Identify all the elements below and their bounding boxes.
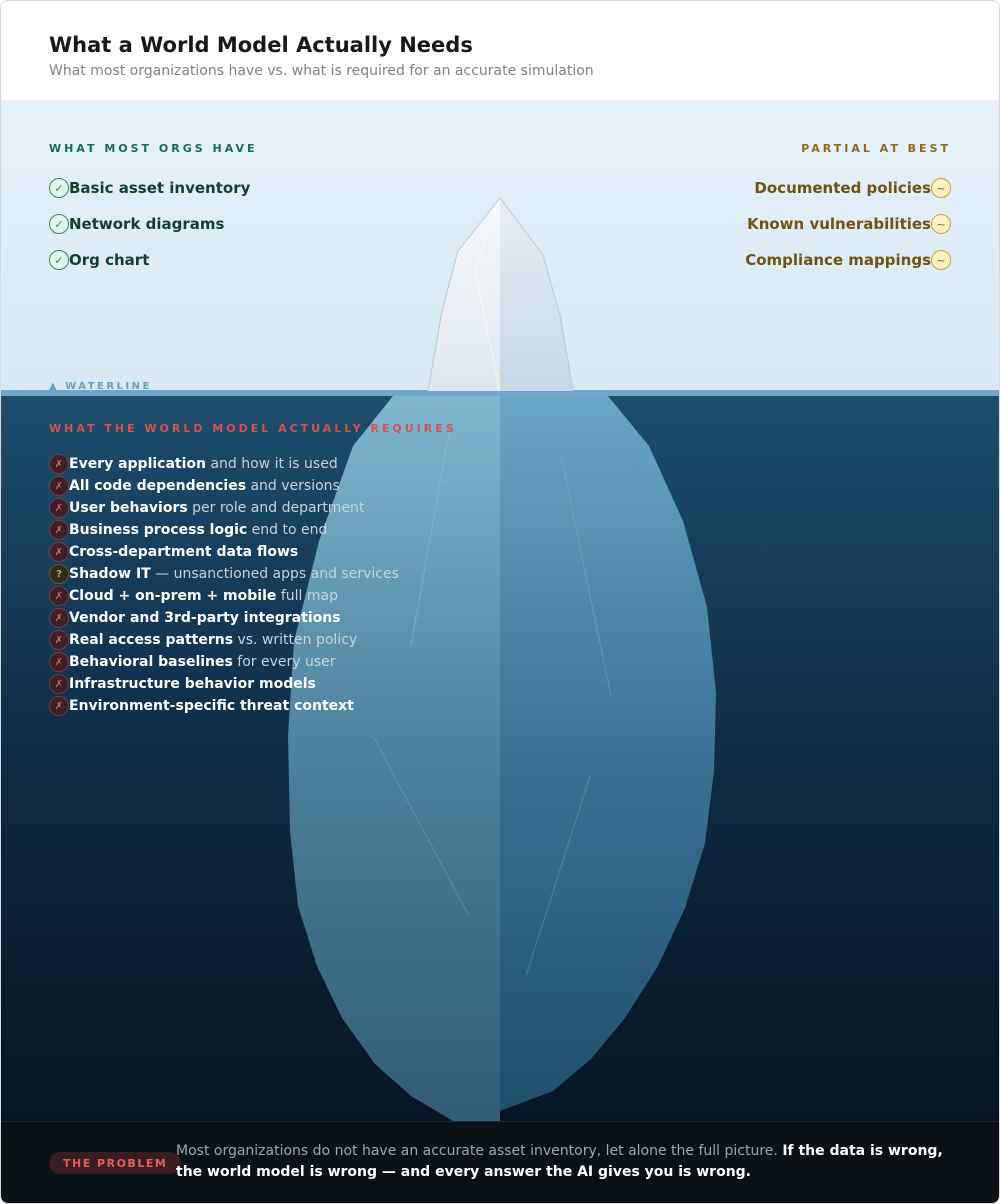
tilde-icon: ~ (931, 214, 951, 234)
partial-item-label: Compliance mappings (745, 251, 931, 269)
requires-item-detail: vs. written policy (233, 632, 358, 648)
cross-icon: ✗ (49, 696, 69, 716)
requires-item-strong: Environment-specific threat context (69, 698, 354, 714)
cross-icon: ✗ (49, 652, 69, 672)
requires-item (49, 629, 399, 651)
requires-item-strong: Real access patterns (69, 632, 234, 648)
requires-item-strong: User behaviors (69, 500, 188, 516)
question-icon: ? (49, 564, 69, 584)
have-item (49, 242, 250, 278)
partial-item-label: Documented policies (754, 179, 931, 197)
requires-item (49, 541, 399, 563)
requires-item (49, 497, 399, 519)
have-item-label: Network diagrams (69, 215, 225, 233)
requires-item (49, 585, 399, 607)
requires-item-strong: Every application (69, 456, 206, 472)
check-icon: ✓ (49, 250, 69, 270)
requires-item (49, 475, 399, 497)
partial-list (745, 170, 951, 278)
requires-list (49, 453, 399, 717)
requires-item (49, 453, 399, 475)
partial-item (745, 206, 951, 242)
requires-item-strong: All code dependencies (69, 478, 247, 494)
partial-item-label: Known vulnerabilities (747, 215, 931, 233)
waterline-label: ▲ WATERLINE (49, 381, 152, 392)
check-icon: ✓ (49, 214, 69, 234)
requires-item (49, 695, 399, 717)
problem-text (176, 1141, 956, 1183)
requires-item-detail: and versions (246, 478, 340, 494)
cross-icon: ✗ (49, 586, 69, 606)
requires-item-strong: Vendor and 3rd-party integrations (69, 610, 341, 626)
cross-icon: ✗ (49, 630, 69, 650)
iceberg-tip (428, 198, 573, 391)
partial-section-label: PARTIAL AT BEST (801, 142, 951, 155)
requires-item-strong: Cloud + on-prem + mobile (69, 588, 277, 604)
have-item-label: Basic asset inventory (69, 179, 251, 197)
requires-item-detail: — unsanctioned apps and services (150, 566, 399, 582)
partial-item (745, 242, 951, 278)
cross-icon: ✗ (49, 520, 69, 540)
requires-item (49, 519, 399, 541)
requires-item-strong: Business process logic (69, 522, 248, 538)
page-title: What a World Model Actually Needs (49, 33, 473, 57)
cross-icon: ✗ (49, 542, 69, 562)
problem-pill: THE PROBLEM (49, 1152, 181, 1174)
have-item (49, 206, 250, 242)
tilde-icon: ~ (931, 178, 951, 198)
cross-icon: ✗ (49, 476, 69, 496)
page-subtitle: What most organizations have vs. what is required for an accurate simulation (49, 63, 594, 79)
requires-item-detail: full map (276, 588, 338, 604)
requires-item (49, 673, 399, 695)
requires-item-detail: end to end (247, 522, 328, 538)
requires-item (49, 563, 399, 585)
requires-item-detail: and how it is used (206, 456, 338, 472)
requires-item-strong: Behavioral baselines (69, 654, 233, 670)
problem-text-lead: Most organizations do not have an accurate asset inventory, let alone the full picture. (176, 1143, 778, 1159)
requires-item (49, 651, 399, 673)
cross-icon: ✗ (49, 454, 69, 474)
requires-item (49, 607, 399, 629)
check-icon: ✓ (49, 178, 69, 198)
requires-item-strong: Cross-department data flows (69, 544, 299, 560)
have-item-label: Org chart (69, 251, 150, 269)
have-item (49, 170, 250, 206)
have-section-label: WHAT MOST ORGS HAVE (49, 142, 258, 155)
requires-item-detail: for every user (232, 654, 336, 670)
have-list (49, 170, 250, 278)
requires-section-label: WHAT THE WORLD MODEL ACTUALLY REQUIRES (49, 422, 457, 435)
cross-icon: ✗ (49, 608, 69, 628)
cross-icon: ✗ (49, 674, 69, 694)
requires-item-detail: per role and department (187, 500, 365, 516)
problem-footer (1, 1121, 999, 1204)
requires-item-strong: Shadow IT (69, 566, 151, 582)
cross-icon: ✗ (49, 498, 69, 518)
requires-item-strong: Infrastructure behavior models (69, 676, 316, 692)
tilde-icon: ~ (931, 250, 951, 270)
partial-item (745, 170, 951, 206)
problem-text-strong: If the data is wrong, the world model is wrong — and every answer the AI gives you is wrong. (176, 1143, 943, 1180)
